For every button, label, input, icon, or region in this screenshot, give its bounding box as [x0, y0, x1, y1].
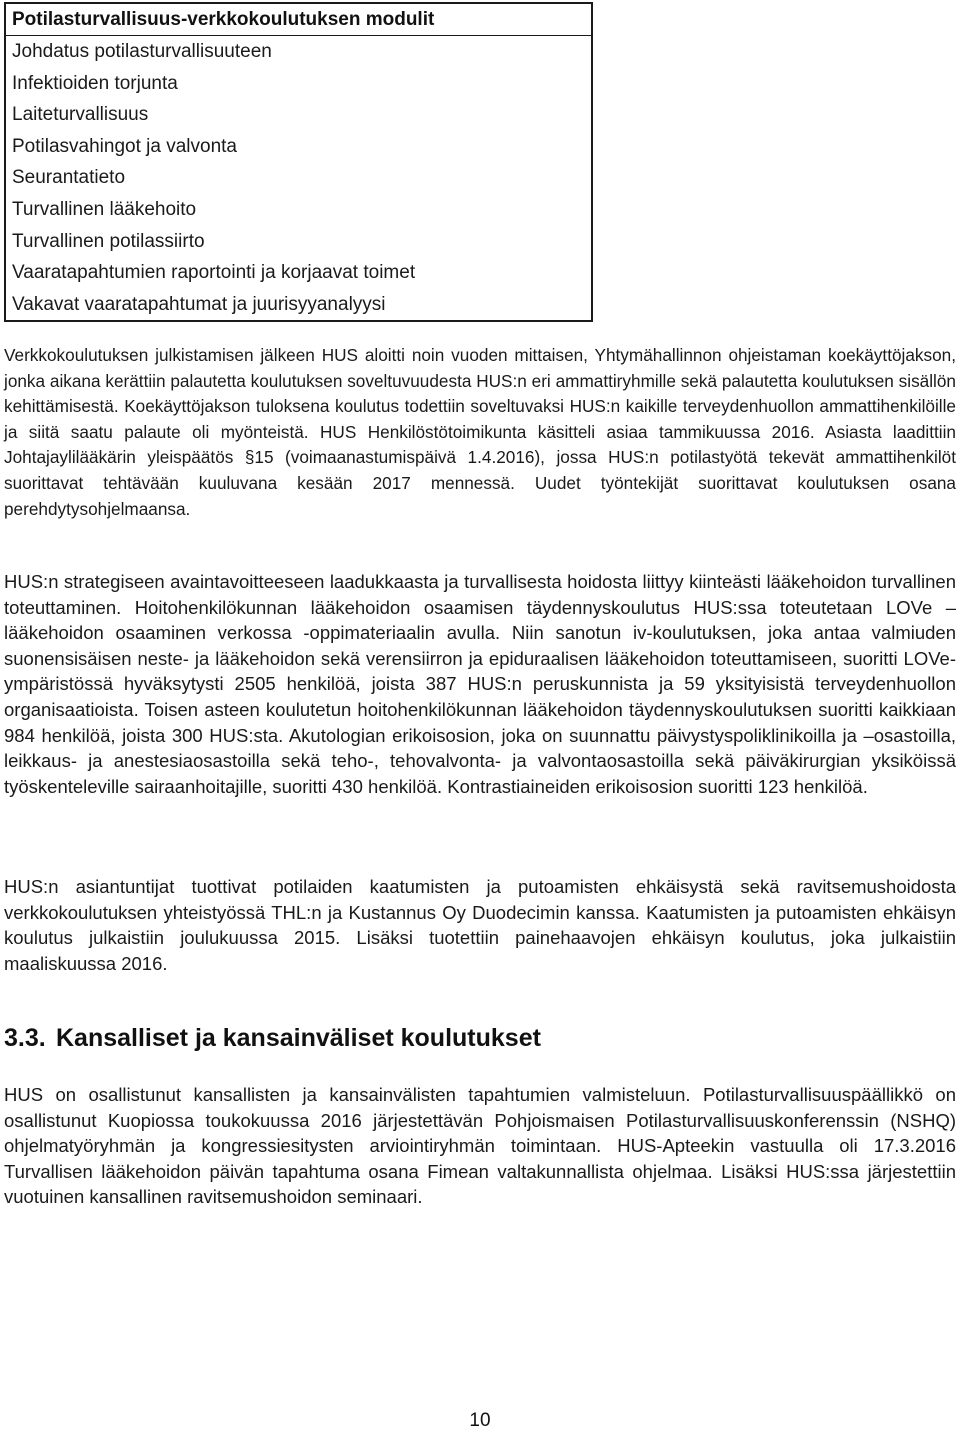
paragraph-fall-prevention: HUS:n asiantuntijat tuottivat potilaiden kaatumisten ja putoamisten ehkäisystä sekä ravitsemushoidosta verkkokoulutuksen yhteistyössä THL:n ja Kustannus Oy Duodecimin kanssa. Kaatumisten ja putoamisten ehkäisyn koulutus julkaistiin joulukuussa 2015. Lisäksi tuotettiin painehaavojen ehkäisyn koulutus, joka julkaistiin maaliskuussa 2016. — [4, 876, 956, 974]
module-item: Laiteturvallisuus — [12, 104, 149, 126]
module-item: Seurantatieto — [12, 167, 126, 189]
module-item: Turvallinen lääkehoito — [12, 198, 197, 220]
module-item: Vaaratapahtumien raportointi ja korjaavat toimet — [12, 262, 416, 284]
section-title: Kansalliset ja kansainväliset koulutukset — [56, 1024, 541, 1052]
paragraph-medication-training: HUS:n strategiseen avaintavoitteeseen laadukkaasta ja turvallisesta hoidosta liittyy kiinteästi lääkehoidon turvallinen toteuttaminen. Hoitohenkilökunnan lääkehoidon osaamisen täydennyskoulutus HUS:ssa toteutetaan LOVe –lääkehoidon osaaminen verkossa -oppimateriaalin avulla. Niin sanotun iv-koulutuksen, joka antaa valmiuden suonensisäisen neste- ja lääkehoidon sekä verensiirron ja epiduraalisen lääkehoidon toteuttamiseen, suoritti LOVe-ympäristössä hyväksytysti 2505 henkilöä, joista 387 HUS:n peruskunnista ja 59 yksityisistä terveydenhuollon organisaatioista. Toisen asteen koulutetun hoitohenkilökunnan lääkehoidon täydennyskoulutuksen suoritti kaikkiaan 984 henkilöä, joista 300 HUS:sta. Akutologian erikoisosion, joka on suunnattu päivystyspoliklinikoilla ja –osastoilla, leikkaus- ja anestesiaosastoilla sekä teho-, tehovalvonta- ja valvontaosastoilla sekä päiväkirurgian yksiköissä työskenteleville sairaanhoitajille, suoritti 430 henkilöä. Kontrastiaineiden erikoisosion suoritti 123 henkilöä. — [4, 571, 956, 797]
module-item: Turvallinen potilassiirto — [12, 230, 205, 252]
paragraph-trial-period: Verkkokoulutuksen julkistamisen jälkeen HUS aloitti noin vuoden mittaisen, Yhtymähallinnon ohjeistaman koekäyttöjakson, jonka aikana kerättiin palautetta koulutuksen soveltuvuudesta HUS:n eri ammattiryhmille sekä palautetta koulutuksen sisällön kehittämisestä. Koekäyttöjakson tuloksena koulutus todettiin soveltuvaksi HUS:n kaikille terveydenhuollon ammattihenkilöille ja siitä saatu palaute oli myönteistä. HUS Henkilöstötoimikunta käsitteli asiaa tammikuussa 2016. Asiasta laadittiin Johtajaylilääkärin yleispäätös §15 (voimaanastumispäivä 1.4.2016), jossa HUS:n potilastyötä tekevät ammattihenkilöt suorittavat tehtävään kuuluvana kesään 2017 mennessä. Uudet työntekijät suorittavat koulutuksen osana perehdytysohjelmaansa. — [4, 345, 956, 519]
section-number: 3.3. — [4, 1024, 46, 1052]
page-number: 10 — [469, 1410, 491, 1431]
paragraph-national-events: HUS on osallistunut kansallisten ja kansainvälisten tapahtumien valmisteluun. Potilasturvallisuuspäällikkö on osallistunut Kuopiossa toukokuussa 2016 järjestettävän Pohjoismaisen Potilasturvallisuuskonferenssin (NSHQ) ohjelmatyöryhmän ja kongressiesitysten arviointiryhmän toimintaan. HUS-Apteekin vastuulla oli 17.3.2016 Turvallisen lääkehoidon päivän tapahtuma osana Fimean valtakunnallista ohjelmaa. Lisäksi HUS:ssa järjestettiin vuotuinen kansallinen ravitsemushoidon seminaari. — [4, 1084, 956, 1208]
section-heading — [4, 1021, 904, 1055]
modules-table-header: Potilasturvallisuus-verkkokoulutuksen modulit — [6, 4, 591, 36]
module-item: Vakavat vaaratapahtumat ja juurisyyanalyysi — [12, 293, 386, 315]
module-item: Potilasvahingot ja valvonta — [12, 135, 237, 157]
module-item: Johdatus potilasturvallisuuteen — [12, 41, 272, 62]
module-item: Infektioiden torjunta — [12, 72, 178, 94]
modules-table — [4, 2, 593, 322]
